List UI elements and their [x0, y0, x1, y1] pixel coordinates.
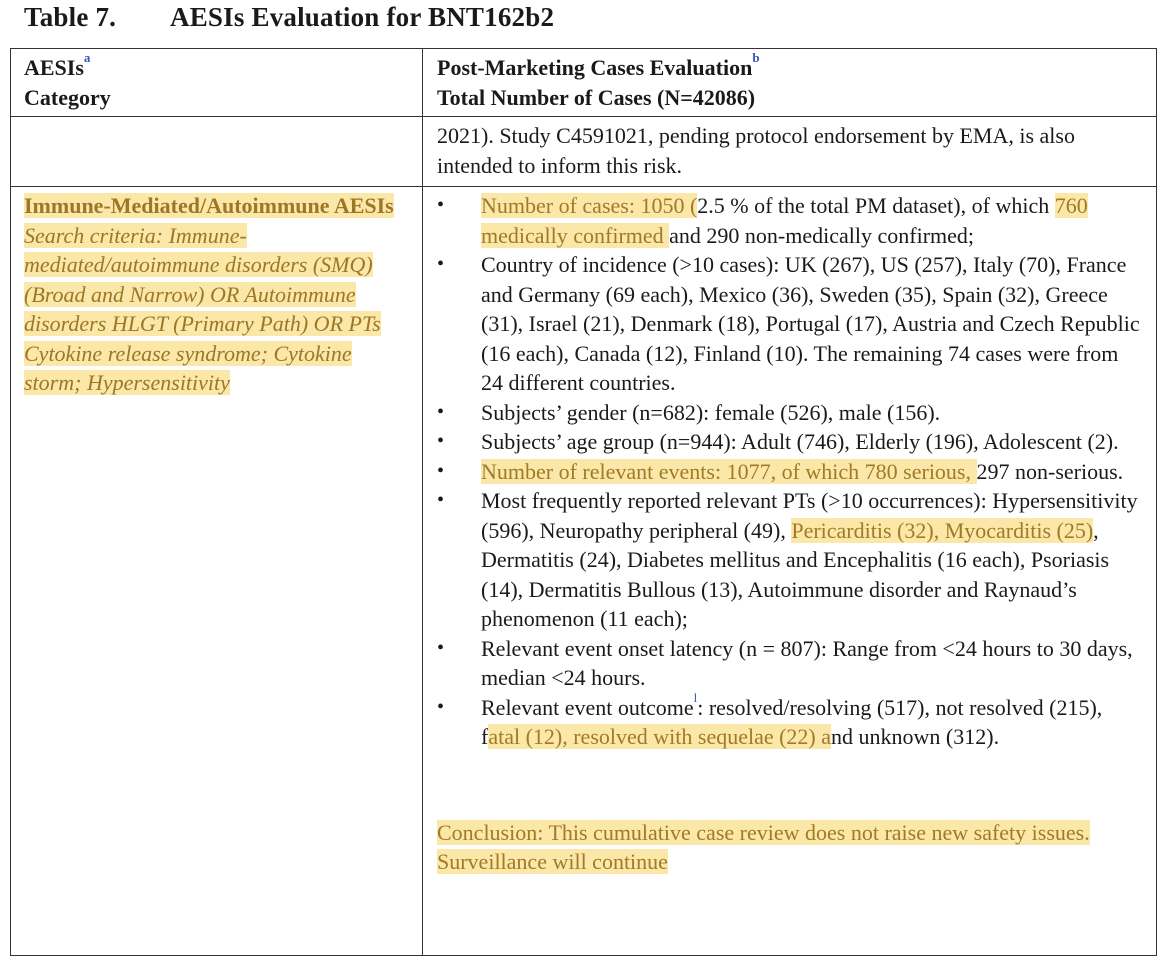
table-title	[24, 2, 554, 33]
list-item	[437, 427, 1144, 457]
frequent-pts-rest: , Dermatitis (24), Diabetes mellitus and Encephalitis (16 each), Psoriasis (14), Dermatitis Bullous (13), Autoimmune disorder and Raynaud’s phenomenon (11 each);	[481, 517, 1110, 631]
list-item	[437, 398, 1144, 428]
header-total-cases: Total Number of Cases (N=42086)	[437, 84, 756, 110]
list-item	[437, 486, 1144, 634]
footnote-b-marker: b	[752, 50, 760, 65]
continued-row	[11, 117, 1157, 187]
list-item	[437, 634, 1144, 693]
relevant-events: Number of relevant events: 1077, of which 780 serious,	[481, 458, 977, 484]
footnote-a-marker: a	[83, 50, 91, 65]
medically-confirmed: 760 medically confirmed	[481, 193, 1088, 248]
category-name: Immune-Mediated/Autoimmune AESIs	[24, 193, 394, 218]
pericarditis-myocarditis: Pericarditis (32), Myocarditis (25)	[791, 517, 1094, 543]
outcome-unknown: nd unknown (312).	[831, 724, 1000, 749]
continued-category-cell	[11, 117, 423, 187]
table-title-text: AESIs Evaluation for BNT162b2	[170, 2, 555, 32]
list-item	[437, 457, 1144, 487]
event-outcome-label: Relevant event outcome	[481, 694, 694, 720]
cases-count: Number of cases: 1050 (	[481, 193, 698, 218]
onset-latency: Relevant event onset latency (n = 807): Range from <24 hours to 30 days, median <24 hours.	[481, 635, 1133, 690]
search-criteria: Search criteria: Immune-mediated/autoimmune disorders (SMQ) (Broad and Narrow) OR Autoimmune disorders HLGT (Primary Path) OR PTs Cytokine release syndrome; Cytokine storm; Hypersensitivity	[24, 222, 381, 395]
subjects-gender: Subjects’ gender (n=682): female (526), male (156).	[481, 399, 941, 425]
outcome-resolved: : resolved/resolving (517), not resolved (215), f	[481, 694, 1103, 749]
aesi-table	[10, 48, 1157, 956]
header-aesis-label: AESIs	[24, 55, 84, 80]
immune-evaluation-cell	[423, 187, 1157, 956]
immune-row	[11, 187, 1157, 956]
header-aesi-category	[11, 49, 423, 117]
list-item	[437, 191, 1144, 250]
country-incidence: Country of incidence (>10 cases): UK (267), US (257), Italy (70), France and Germany (69 each), Mexico (36), Sweden (35), Spain (32), Greece (31), Israel (21), Denmark (18), Portugal (17), Austria and Czech Republic (16 each), Canada (12), Finland (10). The remaining 74 cases were from 24 different countries.	[481, 252, 1140, 395]
outcome-fatal-sequelae: atal (12), resolved with sequelae (22) a	[488, 724, 832, 749]
non-medically-confirmed: and 290 non-medically confirmed;	[669, 222, 975, 248]
header-row	[11, 49, 1157, 117]
header-post-marketing	[423, 49, 1157, 117]
cases-percent: 2.5 % of the total PM dataset), of which	[697, 193, 1055, 218]
list-item	[437, 250, 1144, 398]
non-serious-events: 297 non-serious.	[976, 458, 1124, 484]
conclusion: Conclusion: This cumulative case review does not raise new safety issues. Surveillance will continue	[437, 819, 1090, 874]
evaluation-list	[437, 191, 1144, 752]
header-category-label: Category	[24, 84, 111, 110]
table-number: Table 7.	[24, 2, 117, 32]
continued-text: 2021). Study C4591021, pending protocol endorsement by EMA, is also intended to inform this risk.	[437, 123, 1075, 178]
list-item	[437, 689, 1144, 752]
header-pm-label: Post-Marketing Cases Evaluation	[437, 55, 753, 80]
footnote-l-marker: l	[693, 689, 698, 705]
continued-text-cell	[423, 117, 1157, 187]
frequent-pts-start: Most frequently reported relevant PTs (>10 occurrences): Hypersensitivity (596), Neuropathy peripheral (49),	[481, 488, 1138, 543]
subjects-age-group: Subjects’ age group (n=944): Adult (746), Elderly (196), Adolescent (2).	[481, 429, 1119, 454]
immune-category-cell	[11, 187, 423, 956]
